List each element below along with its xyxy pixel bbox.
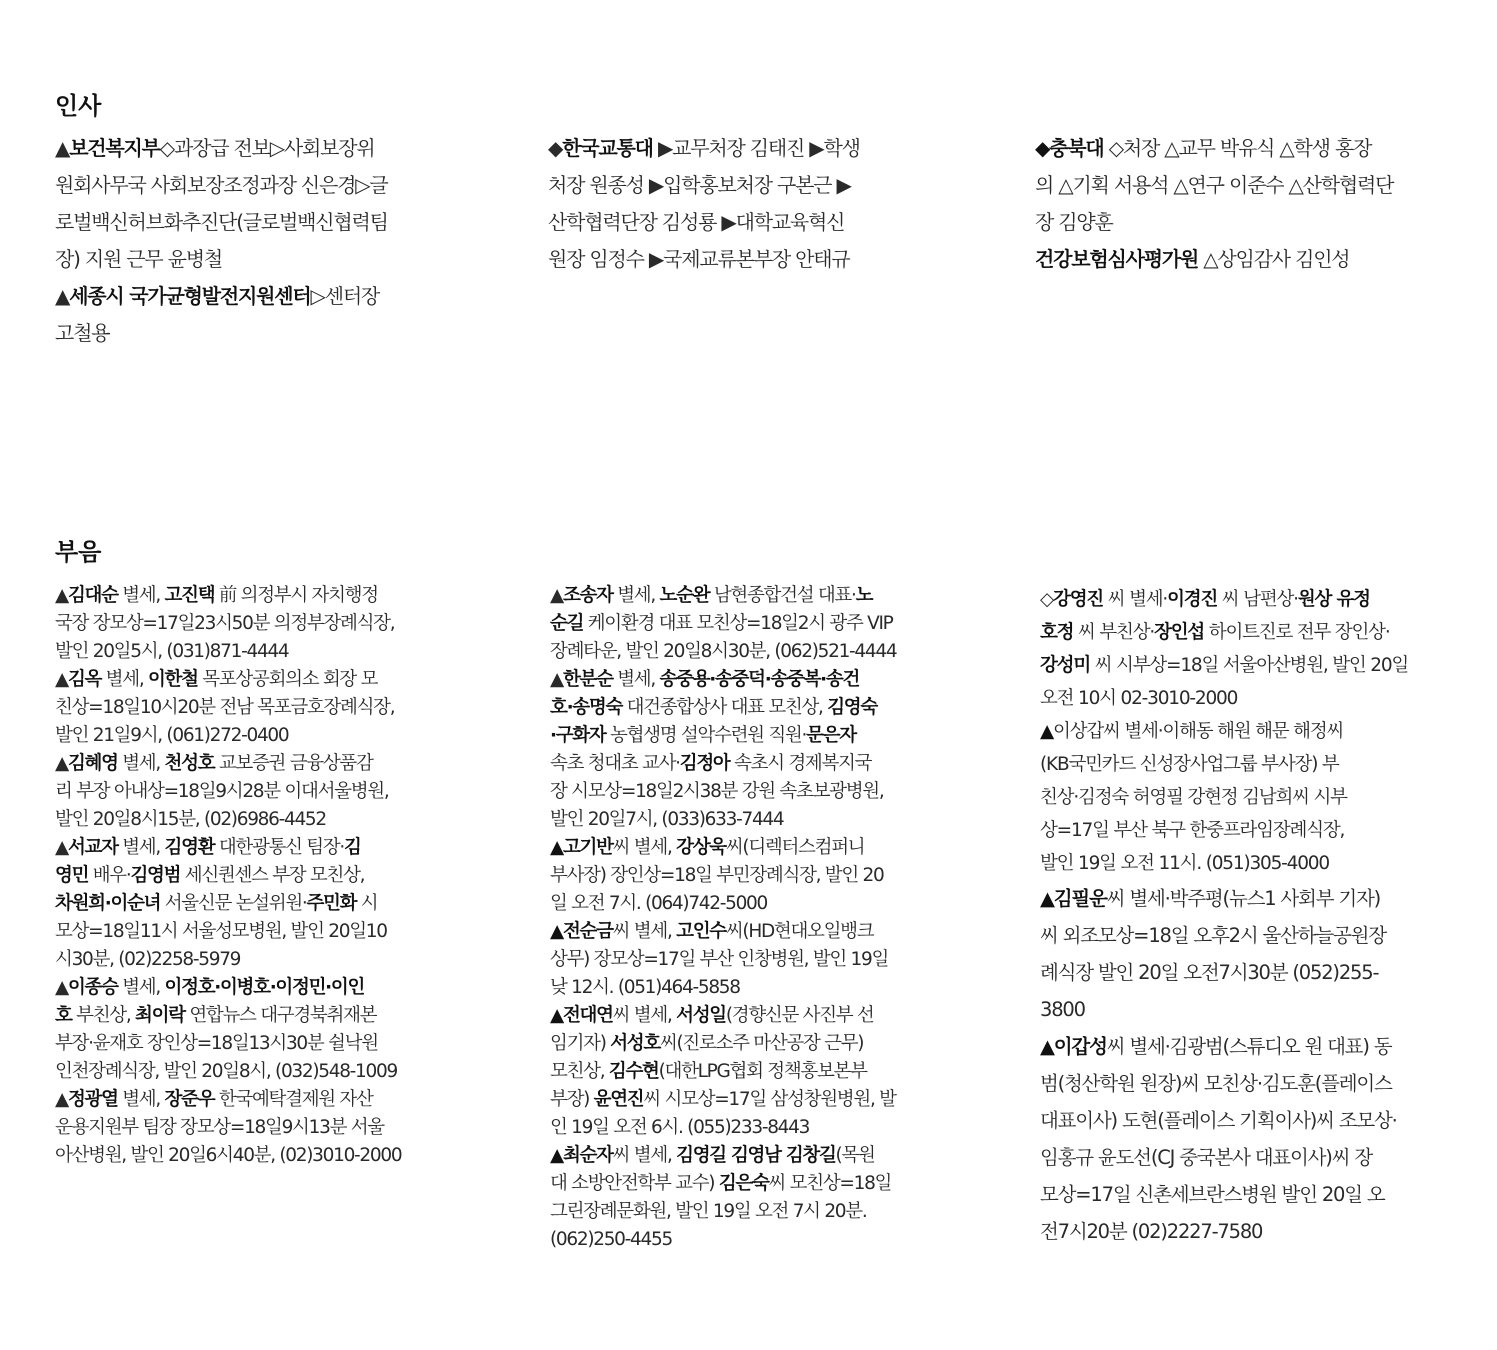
notice-text: 별세, <box>117 977 165 998</box>
notice-text: 씨 별세·박주평(뉴스1 사회부 기자) <box>1106 887 1381 910</box>
notice-text: 부친상, <box>71 1005 136 1026</box>
notice-text: 범(청산학원 원장)씨 모친상·김도훈(플레이스 <box>1040 1072 1392 1095</box>
notice-name: 이종승 <box>67 977 118 998</box>
notice-name: 주민화 <box>306 893 357 914</box>
notice-text: (목원 <box>835 1145 875 1166</box>
bueum-column-2 <box>550 582 896 1254</box>
notice-text: 장례타운, 발인 20일8시30분, (062)521-4444 <box>550 641 897 662</box>
notice-line <box>548 241 860 278</box>
notice-line <box>1040 917 1397 954</box>
notice-text: 씨 시모상=17일 삼성창원병원, 발 <box>643 1089 896 1110</box>
notice-name: 송중용·송중덕·송중복·송건 <box>659 669 860 690</box>
notice-text: 교보증권 금융상품감 <box>214 753 373 774</box>
notice-line <box>550 890 896 918</box>
notice-text: 서울신문 논설위원· <box>160 893 307 914</box>
notice-text: (대한LPG협회 정책홍보본부 <box>658 1061 867 1082</box>
notice-text: 모친상, <box>550 1061 609 1082</box>
notice-name: ▲이갑성 <box>1040 1035 1107 1058</box>
notice-name: 서교자 <box>67 837 118 858</box>
insa-column-1 <box>55 130 388 352</box>
notice-line <box>55 778 401 806</box>
notice-text: 한국예탁결제원 자산 <box>214 1089 373 1110</box>
notice-line <box>1040 748 1408 781</box>
notice-text: 인천장례식장, 발인 20일8시, (032)548-1009 <box>55 1061 397 1082</box>
notice-name: 노 <box>855 585 873 606</box>
notice-text: 속초 청대초 교사· <box>550 753 680 774</box>
notice-text: 씨 시부상=18일 서울아산병원, 발인 20일 <box>1090 655 1409 676</box>
notice-name: 노순완 <box>659 585 710 606</box>
notice-name: 서성호 <box>610 1033 660 1054</box>
notice-text: 부장) <box>550 1089 594 1110</box>
notice-line <box>550 1002 896 1030</box>
notice-text: 친상· <box>1040 787 1079 808</box>
notice-line <box>550 750 896 778</box>
notice-line <box>55 834 401 862</box>
notice-text: 별세, <box>117 1089 165 1110</box>
notice-name: 차원희·이순녀 <box>55 893 161 914</box>
notice-text: ◇ <box>1040 589 1054 610</box>
notice-text: 이해동 <box>1162 721 1213 742</box>
notice-line <box>1040 583 1408 616</box>
notice-line <box>550 1170 896 1198</box>
notice-text: 씨 별세· <box>1103 721 1163 742</box>
notice-text: 별세, <box>117 585 165 606</box>
notice-text: ▲ <box>55 136 70 160</box>
notice-line <box>548 130 860 167</box>
notice-line <box>550 1226 896 1254</box>
notice-text: 씨 별세· <box>1103 589 1168 610</box>
notice-text: 씨 남편상· <box>1217 589 1298 610</box>
notice-name: 김영환 <box>164 837 215 858</box>
notice-text: ▲ <box>550 669 563 690</box>
notice-line <box>1040 991 1397 1028</box>
notice-name: 호정 <box>1040 622 1074 643</box>
notice-line <box>55 638 401 666</box>
notice-line <box>55 946 401 974</box>
notice-line <box>1035 241 1393 278</box>
notice-text: 아산병원, 발인 20일6시40분, (02)3010-2000 <box>55 1145 402 1166</box>
notice-line <box>550 582 896 610</box>
notice-name: 호 <box>55 1005 72 1026</box>
notice-text: 발인 20일8시15분, (02)6986-4452 <box>55 809 326 830</box>
notice-text: 고철용 <box>55 321 110 345</box>
notice-text: 케이환경 대표 모친상=18일2시 광주 VIP <box>583 613 893 634</box>
notice-text: ▲ <box>55 977 68 998</box>
notice-text: 대표이사) 도현(플레이스 기획이사)씨 조모상· <box>1040 1109 1397 1132</box>
notice-text: 별세, <box>117 753 165 774</box>
notice-text: 시 <box>356 893 378 914</box>
notice-text: 3800 <box>1040 998 1085 1021</box>
notice-line <box>55 278 388 315</box>
notice-text: 대한광통신 팀장· <box>214 837 345 858</box>
notice-line <box>1040 715 1408 748</box>
notice-text: 씨 별세, <box>612 837 677 858</box>
notice-text: 일 오전 7시. (064)742-5000 <box>550 893 767 914</box>
insa-column-2 <box>548 130 860 278</box>
notice-line <box>550 666 896 694</box>
insa-column-3 <box>1035 130 1393 278</box>
notice-text: 모상=18일11시 서울성모병원, 발인 20일10 <box>55 921 387 942</box>
notice-text: 배우· <box>88 865 131 886</box>
notice-text: ◆ <box>548 136 563 160</box>
notice-name: 세종시 국가균형발전지원센터 <box>69 284 311 308</box>
notice-name: 문은자 <box>806 725 856 746</box>
notice-line <box>55 1142 401 1170</box>
notice-line <box>55 582 401 610</box>
notice-text: 씨(진로소주 마산공장 근무) <box>659 1033 864 1054</box>
notice-text: 발인 20일5시, (031)871-4444 <box>55 641 289 662</box>
notice-text: 대건종합상사 대표 모친상, <box>622 697 828 718</box>
notice-name: 보건복지부 <box>69 136 160 160</box>
notice-text: ▲ <box>55 1089 68 1110</box>
notice-text: 씨 별세, <box>612 1145 677 1166</box>
notice-text: 별세, <box>612 669 660 690</box>
notice-line <box>1040 1102 1397 1139</box>
notice-text: ◇과장급 전보▷사회보장위 <box>159 136 375 160</box>
notice-line <box>1035 130 1393 167</box>
notice-line <box>548 204 860 241</box>
notice-line <box>550 862 896 890</box>
notice-text: 김정숙 <box>1078 787 1129 808</box>
notice-text: 별세, <box>117 837 165 858</box>
notice-line <box>550 694 896 722</box>
notice-line <box>550 610 896 638</box>
notice-text: 모상=17일 신촌세브란스병원 발인 20일 오 <box>1040 1183 1385 1206</box>
notice-line <box>55 1114 401 1142</box>
notice-name: 호·송명숙 <box>550 697 623 718</box>
notice-line <box>1040 814 1408 847</box>
notice-text: (KB국민카드 신성장사업그룹 부사장) 부 <box>1040 754 1339 775</box>
notice-line <box>55 750 401 778</box>
notice-text: ▲ <box>55 753 68 774</box>
notice-name: 최순자 <box>562 1145 613 1166</box>
notice-line <box>55 694 401 722</box>
notice-text: ▷센터장 <box>310 284 380 308</box>
notice-text: 국장 장모상=17일23시50분 의정부장례식장, <box>55 613 395 634</box>
notice-line <box>1040 616 1408 649</box>
notice-name: ▲ <box>1040 721 1054 742</box>
notice-line <box>1040 1213 1397 1250</box>
notice-name: 김 <box>344 837 361 858</box>
notice-text: 인 19일 오전 6시. (055)233-8443 <box>550 1117 810 1138</box>
notice-name: 김영길 김영남 김창길 <box>676 1145 836 1166</box>
notice-text: 상=17일 부산 북구 한중프라임장례식장, <box>1040 820 1345 841</box>
notice-line <box>55 1058 401 1086</box>
notice-name: 전순금 <box>562 921 613 942</box>
notice-text: 해원 해문 해정씨 <box>1212 721 1344 742</box>
notice-text: 운용지원부 팀장 장모상=18일9시13분 서울 <box>55 1117 384 1138</box>
notice-name: 윤연진 <box>593 1089 644 1110</box>
notice-name: 김수현 <box>608 1061 659 1082</box>
notice-text: ▲ <box>55 284 70 308</box>
bueum-column-1 <box>55 582 401 1170</box>
notice-text: 연합뉴스 대구경북취재본 <box>184 1005 377 1026</box>
notice-line <box>1040 954 1397 991</box>
notice-line <box>55 890 401 918</box>
notice-line <box>550 974 896 1002</box>
notice-name: ▲ <box>550 921 563 942</box>
notice-name: 김혜영 <box>67 753 118 774</box>
notice-text: 목포상공회의소 회장 모 <box>197 669 378 690</box>
notice-text: 처장 원종성 ▶입학홍보처장 구본근 ▶ <box>548 173 851 197</box>
notice-name: ▲ <box>550 837 563 858</box>
notice-line <box>1040 781 1408 814</box>
notice-text: 친상=18일10시20분 전남 목포금호장례식장, <box>55 697 395 718</box>
notice-text: 농협생명 설악수련원 직원· <box>605 725 807 746</box>
notice-line <box>1040 1065 1397 1102</box>
notice-line <box>1035 204 1393 241</box>
notice-text: 씨 부친상· <box>1073 622 1155 643</box>
notice-text: 상무) 장모상=17일 부산 인창병원, 발인 19일 <box>550 949 889 970</box>
notice-line <box>55 722 401 750</box>
notice-name: 고진택 <box>164 585 215 606</box>
notice-line <box>550 1086 896 1114</box>
notice-text: (062)250-4455 <box>550 1229 672 1250</box>
notice-name: 강성미 <box>1040 655 1091 676</box>
notice-name: 장준우 <box>164 1089 215 1110</box>
notice-text: 남현종합건설 대표· <box>709 585 856 606</box>
notice-text: 장 김양훈 <box>1035 210 1113 234</box>
notice-name: 김대순 <box>67 585 118 606</box>
notice-line <box>1040 682 1408 715</box>
notice-line <box>1035 167 1393 204</box>
notice-text: ▲ <box>550 585 563 606</box>
notice-line <box>550 1114 896 1142</box>
notice-line <box>55 1030 401 1058</box>
notice-text: 씨 별세, <box>612 1005 677 1026</box>
notice-text: 전7시20분 (02)2227-7580 <box>1040 1220 1263 1243</box>
notice-line <box>548 167 860 204</box>
notice-line <box>1040 1028 1397 1065</box>
notice-text: (경향신문 사진부 선 <box>725 1005 874 1026</box>
bueum-column-3-bottom <box>1040 880 1397 1250</box>
notice-line <box>550 918 896 946</box>
bueum-column-3-top <box>1040 583 1408 880</box>
notice-name: 최이락 <box>135 1005 185 1026</box>
notice-name: 김정아 <box>679 753 730 774</box>
notice-text: 씨 모친상=18일 <box>768 1173 892 1194</box>
notice-name: ◆충북대 <box>1035 136 1104 160</box>
notice-text: 부사장) 장인상=18일 부민장례식장, 발인 20 <box>550 865 884 886</box>
notice-line <box>550 834 896 862</box>
notice-name: 강영진 <box>1053 589 1104 610</box>
notice-line <box>55 1002 401 1030</box>
notice-text: 례식장 발인 20일 오전7시30분 (052)255- <box>1040 961 1379 984</box>
notice-text: 부장·윤재호 장인상=18일13시30분 쉴낙원 <box>55 1033 378 1054</box>
notice-text: 발인 20일7시, (033)633-7444 <box>550 809 784 830</box>
notice-name: 전대연 <box>562 1005 613 1026</box>
notice-text: 임홍규 윤도선(CJ 중국본사 대표이사)씨 장 <box>1040 1146 1372 1169</box>
notice-name: ▲김필운 <box>1040 887 1107 910</box>
notice-text: ▲ <box>55 669 68 690</box>
notice-text: 하이트진로 전무 장인상· <box>1204 622 1390 643</box>
notice-text: 장 시모상=18일2시38분 강원 속초보광병원, <box>550 781 884 802</box>
section-title-insa: 인사 <box>55 92 102 120</box>
notice-line <box>550 722 896 750</box>
notice-text: 장) 지원 근무 윤병철 <box>55 247 223 271</box>
notice-name: 천성호 <box>164 753 215 774</box>
notice-name: 이경진 <box>1167 589 1218 610</box>
notice-line <box>1040 1176 1397 1213</box>
notice-text: 씨 별세, <box>612 921 677 942</box>
notice-text: 세신퀀센스 부장 모친상, <box>180 865 365 886</box>
notice-line <box>55 974 401 1002</box>
notice-line <box>55 204 388 241</box>
notice-line <box>550 1058 896 1086</box>
notice-name: 고기반 <box>562 837 613 858</box>
notice-name: ·구화자 <box>550 725 606 746</box>
notice-line <box>55 806 401 834</box>
notice-text: 발인 19일 오전 11시. (051)305-4000 <box>1040 853 1329 874</box>
notice-name: 강상욱 <box>676 837 726 858</box>
notice-text: 로벌백신허브화추진단(글로벌백신협력팀 <box>55 210 388 234</box>
notice-name: 영민 <box>55 865 89 886</box>
notice-text: ▲ <box>55 837 68 858</box>
notice-name: 한분순 <box>562 669 613 690</box>
notice-text: ◇처장 △교무 박유식 △학생 홍장 <box>1103 136 1372 160</box>
notice-line <box>55 862 401 890</box>
notice-line <box>550 806 896 834</box>
notice-text: 오전 10시 02-3010-2000 <box>1040 688 1238 709</box>
notice-name: 순길 <box>550 613 584 634</box>
notice-line <box>55 130 388 167</box>
notice-text: 임기자) <box>550 1033 611 1054</box>
notice-name: ▲ <box>550 1005 563 1026</box>
notice-line <box>550 1142 896 1170</box>
notice-line <box>550 778 896 806</box>
notice-line <box>1040 649 1408 682</box>
notice-name: 이한철 <box>147 669 198 690</box>
notice-line <box>550 638 896 666</box>
notice-line <box>1040 880 1397 917</box>
notice-text: △상임감사 김인성 <box>1198 247 1350 271</box>
notice-name: 서성일 <box>676 1005 726 1026</box>
notice-text: 시30분, (02)2258-5979 <box>55 949 241 970</box>
notice-name: 원상 유정 <box>1297 589 1370 610</box>
notice-name: 고인수 <box>676 921 726 942</box>
notice-line <box>550 1198 896 1226</box>
notice-text: 허영필 강현정 김남희씨 시부 <box>1128 787 1347 808</box>
notice-text: 속초시 경제복지국 <box>729 753 872 774</box>
notice-name: 김영범 <box>130 865 181 886</box>
notice-line <box>550 946 896 974</box>
notice-line <box>1040 847 1408 880</box>
section-title-bueum: 부음 <box>55 538 102 566</box>
notice-name: 김영숙 <box>827 697 877 718</box>
notice-text: 씨(HD현대오일뱅크 <box>725 921 874 942</box>
notice-name: 이정호·이병호·이정민·이인 <box>164 977 365 998</box>
notice-text: 별세, <box>612 585 660 606</box>
notice-text: ▶교무처장 김태진 ▶학생 <box>652 136 860 160</box>
notice-line <box>55 241 388 278</box>
notice-line <box>55 918 401 946</box>
notice-line <box>55 666 401 694</box>
notice-name: 조송자 <box>562 585 613 606</box>
notice-line <box>55 1086 401 1114</box>
notice-text: 그린장례문화원, 발인 19일 오전 7시 20분. <box>550 1201 867 1222</box>
notice-name: ▲ <box>550 1145 563 1166</box>
notice-line <box>55 167 388 204</box>
notice-text: 원회사무국 사회보장조정과장 신은경▷글 <box>55 173 388 197</box>
notice-name: 장인섭 <box>1154 622 1205 643</box>
notice-line <box>55 610 401 638</box>
notice-text: 씨(디렉터스컴퍼니 <box>725 837 865 858</box>
notice-text: 씨 별세·김광범(스튜디오 원 대표) 동 <box>1106 1035 1392 1058</box>
notice-text: 의 △기획 서용석 △연구 이준수 △산학협력단 <box>1035 173 1394 197</box>
notice-text: 산학협력단장 김성룡 ▶대학교육혁신 <box>548 210 845 234</box>
notice-text: 리 부장 아내상=18일9시28분 이대서울병원, <box>55 781 389 802</box>
notice-name: 한국교통대 <box>562 136 653 160</box>
notice-line <box>550 1030 896 1058</box>
notice-name: 정광열 <box>67 1089 118 1110</box>
notice-line <box>1040 1139 1397 1176</box>
notice-text: 원장 임정수 ▶국제교류본부장 안태규 <box>548 247 850 271</box>
notice-name: 김은숙 <box>718 1173 769 1194</box>
notice-name: 건강보험심사평가원 <box>1035 247 1199 271</box>
notice-text: 낮 12시. (051)464-5858 <box>550 977 740 998</box>
notice-text: 이상갑 <box>1053 721 1104 742</box>
notice-text: 前 의정부시 자치행정 <box>214 585 378 606</box>
notice-line <box>55 315 388 352</box>
notice-text: 대 소방안전학부 교수) <box>550 1173 719 1194</box>
notice-name: 김옥 <box>67 669 102 690</box>
notice-text: 별세, <box>101 669 148 690</box>
notice-text: 씨 외조모상=18일 오후2시 울산하늘공원장 <box>1040 924 1386 947</box>
notice-text: 발인 21일9시, (061)272-0400 <box>55 725 289 746</box>
notice-text: ▲ <box>55 585 68 606</box>
